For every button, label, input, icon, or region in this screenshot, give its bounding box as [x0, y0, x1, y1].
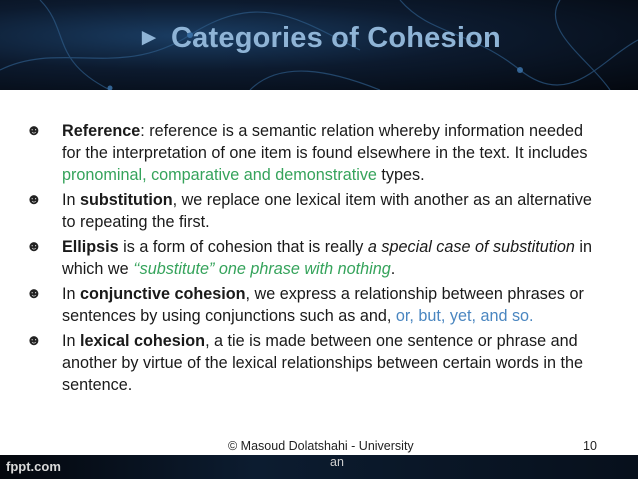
smiley-bullet-icon: ☻	[26, 285, 42, 302]
smiley-bullet-icon: ☻	[26, 238, 42, 255]
bullet-text: , a tie is made between one sentence or phrase and another by virtue of the lexical relationships between certain words in the sentence.	[62, 332, 583, 394]
triangle-right-icon: ►	[137, 24, 162, 51]
term-reference: Reference	[62, 122, 141, 140]
bullet-text-end: types.	[376, 166, 425, 184]
bullet-text-start: In	[62, 332, 80, 350]
term-lexical: lexical cohesion	[80, 332, 206, 350]
page-number: 10	[583, 439, 597, 453]
brand-logo: fppt.com	[6, 459, 61, 474]
term-conjunctive: conjunctive cohesion	[80, 285, 246, 303]
bullet-text-mid: in which we	[62, 238, 592, 278]
smiley-bullet-icon: ☻	[26, 191, 42, 208]
footer-credit	[228, 439, 428, 453]
bullet-lexical	[26, 330, 596, 396]
smiley-bullet-icon: ☻	[26, 332, 42, 349]
content-area	[0, 90, 638, 455]
bullet-text-end: .	[390, 260, 396, 278]
bullet-text-start: In	[62, 285, 80, 303]
bullet-conjunctive	[26, 283, 596, 327]
highlighted-types: pronominal, comparative and demonstrative	[62, 166, 377, 184]
highlighted-conjunctions: or, but, yet, and so.	[395, 307, 534, 325]
bullet-text-start: In	[62, 191, 80, 209]
bullet-text: , we express a relationship between phrases or sentences by using conjunctions such as and,	[62, 285, 584, 325]
bullet-ellipsis	[26, 236, 596, 280]
title-banner	[0, 0, 638, 90]
bullet-reference	[26, 120, 596, 186]
slide-title	[0, 22, 638, 55]
bullet-text: : reference is a semantic relation whereby information needed for the interpretation of one item is found elsewhere in the text. It includes	[62, 122, 588, 162]
italic-phrase: a special case of substitution	[367, 238, 575, 256]
highlighted-phrase: ‘‘substitute” one phrase with nothing	[133, 260, 391, 278]
bullet-text: , we replace one lexical item with another as an alternative to repeating the first.	[62, 191, 592, 231]
term-ellipsis: Ellipsis	[62, 238, 119, 256]
smiley-bullet-icon: ☻	[26, 122, 42, 139]
bullet-substitution	[26, 189, 596, 233]
bottom-brand-bar	[0, 455, 638, 479]
term-substitution: substitution	[80, 191, 173, 209]
title-text: Categories of Cohesion	[171, 22, 501, 54]
bullet-text: is a form of cohesion that is really	[118, 238, 368, 256]
footer-credit-text: © Masoud Dolatshahi - University	[228, 439, 414, 453]
footer-overflow-text: an	[330, 455, 344, 469]
bullet-list	[26, 120, 596, 399]
